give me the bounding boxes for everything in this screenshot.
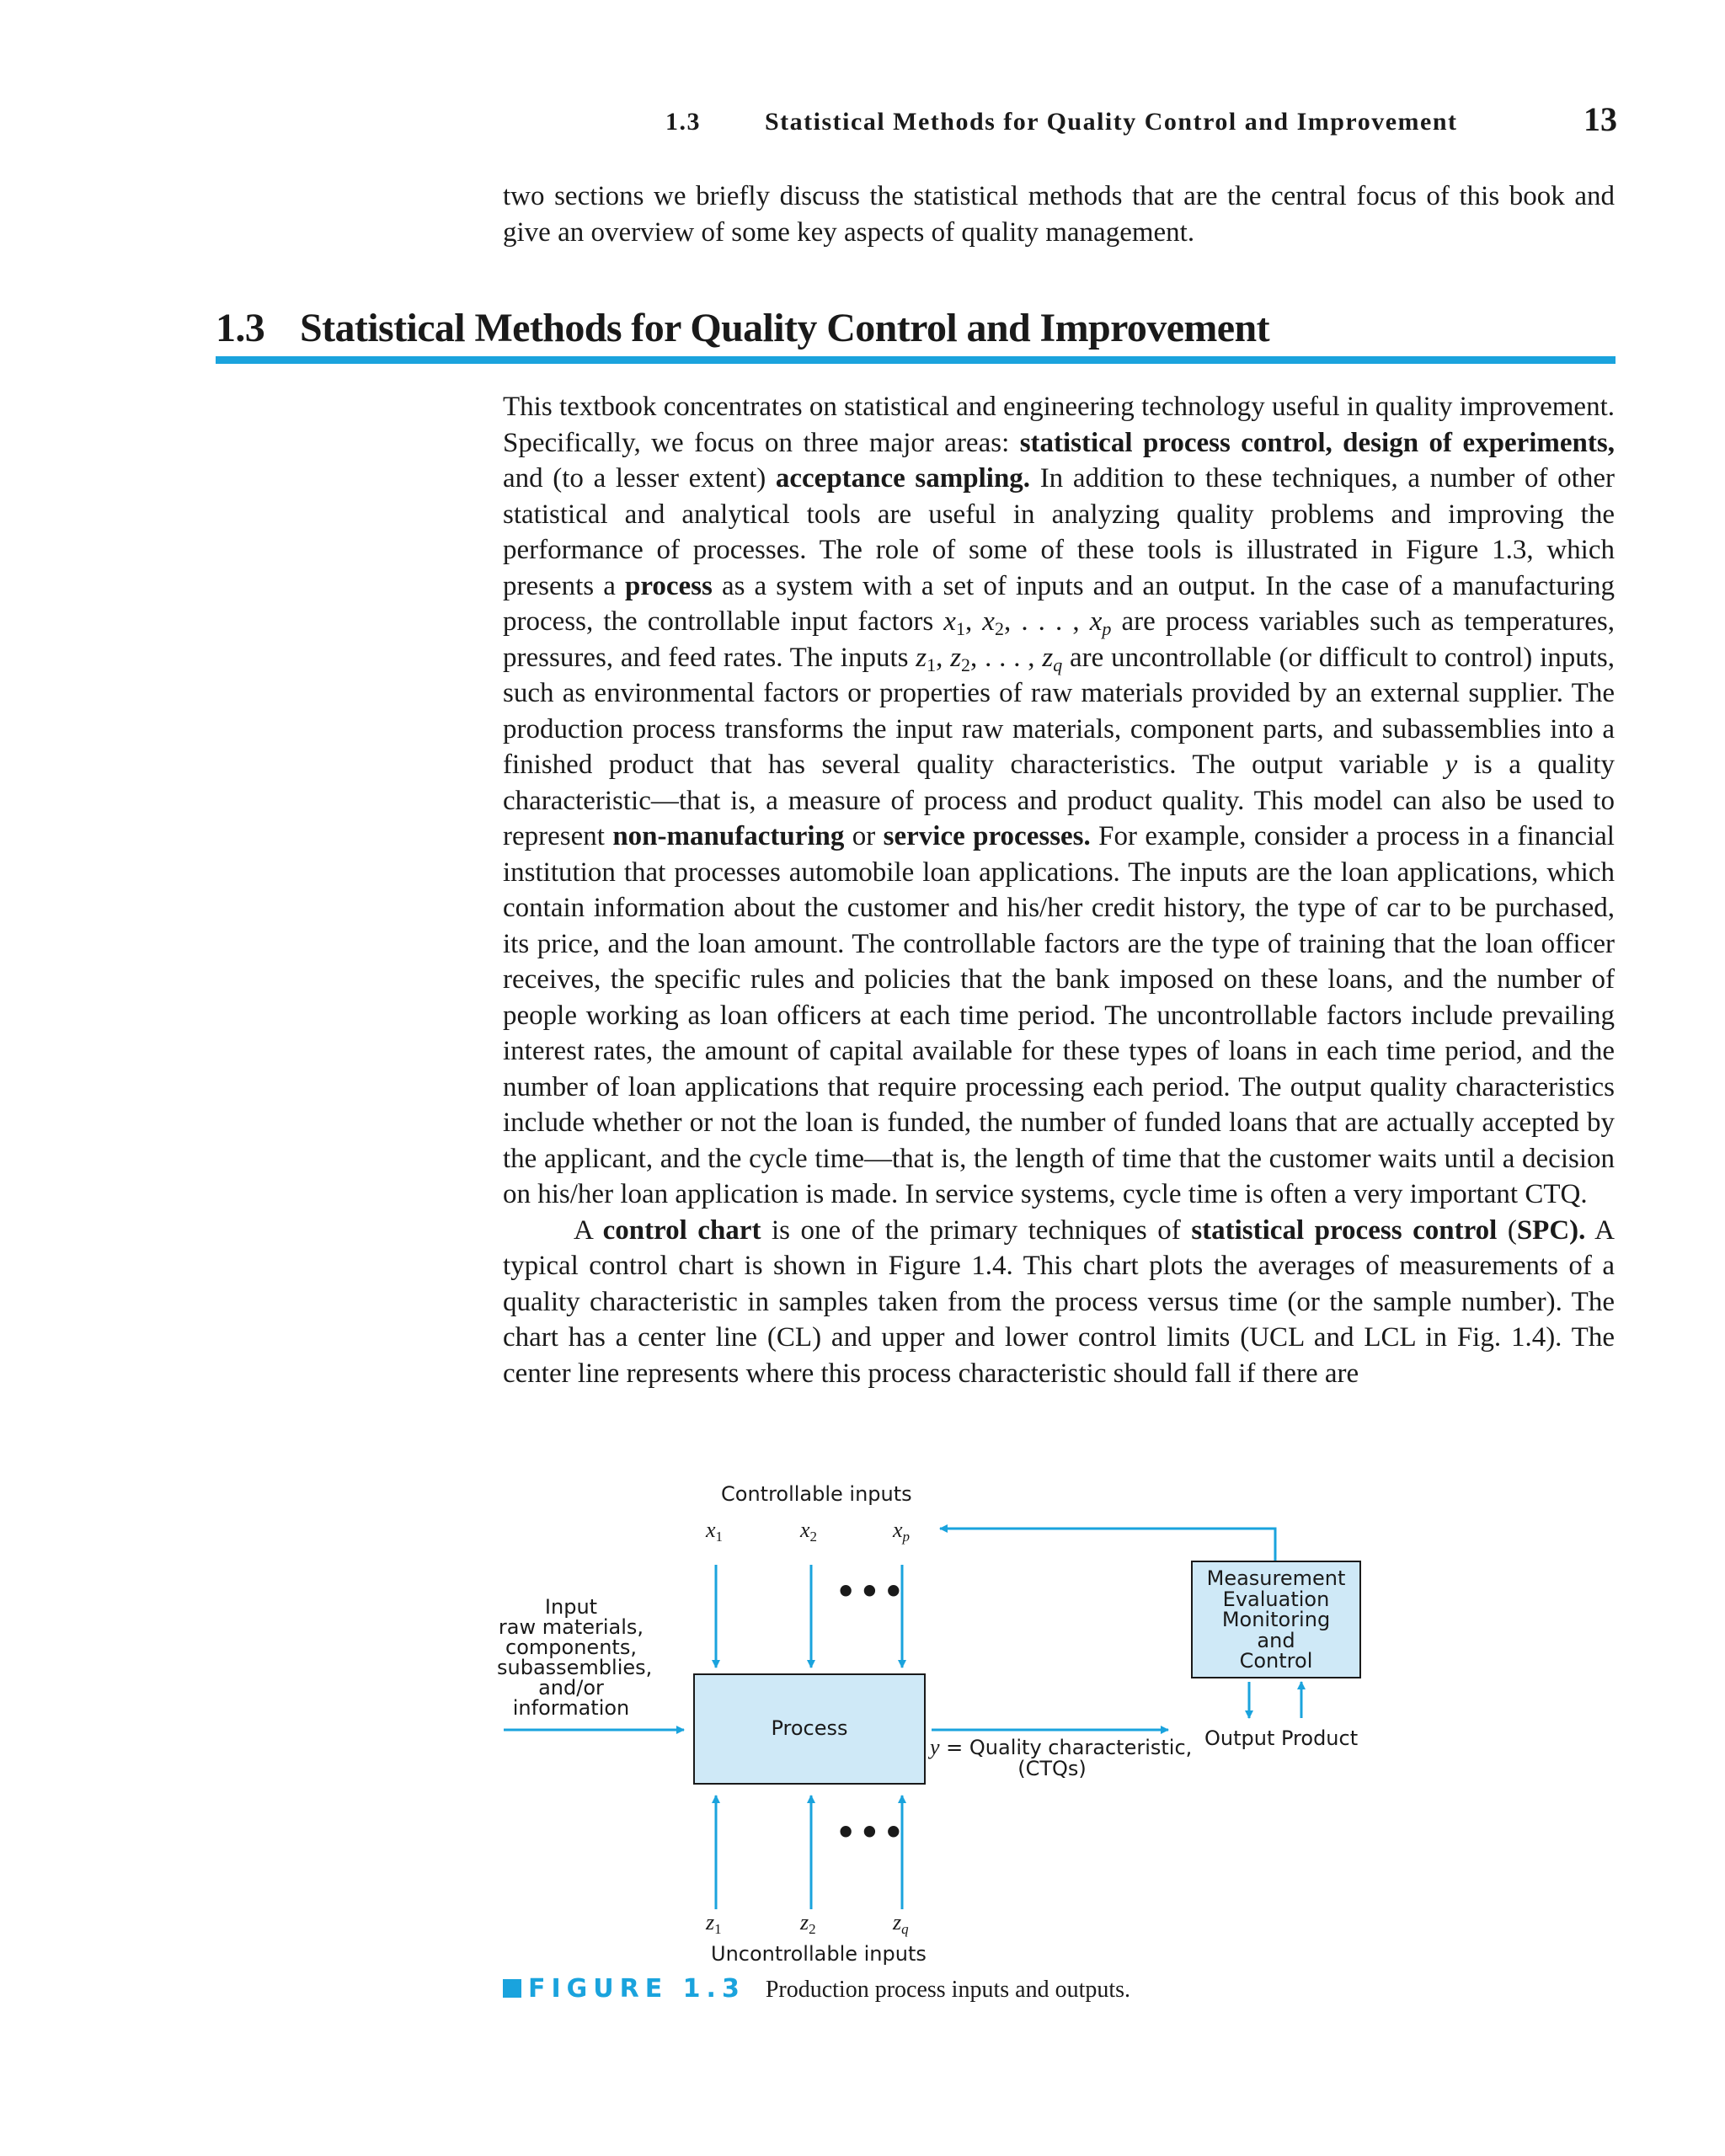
math-y: y (1445, 750, 1458, 780)
p1-text-4: as a system with a set of inputs and an output. In the case of a manufacturing process, the controllable input factors (503, 570, 1615, 637)
dots-bottom: ••• (836, 1814, 907, 1851)
paragraph-1 (503, 389, 1615, 1213)
figure-1-3 (497, 1482, 1390, 1979)
term-process: process (624, 570, 713, 601)
controllable-inputs-label: Controllable inputs (721, 1482, 912, 1506)
term-spc: SPC). (1516, 1214, 1586, 1246)
p2-text-2: is one of the primary techniques of (761, 1214, 1192, 1246)
p1-text-8: or (844, 821, 884, 851)
paragraph-2 (503, 1213, 1615, 1392)
var-zq: $z_q$ (893, 1910, 909, 1937)
section-title: Statistical Methods for Quality Control and Improvement (300, 306, 1269, 350)
section-number: 1.3 (216, 306, 265, 350)
measurement-label: Measurement Evaluation Monitoring and Control (1206, 1566, 1346, 1673)
p1-text-5: are process variables such as temperatures, pressures, and feed rates. The inputs (503, 606, 1616, 673)
arrow-feedback (940, 1529, 1275, 1562)
var-z1: $z_1$ (706, 1910, 722, 1937)
figure-number: FIGURE 1.3 (528, 1974, 745, 2004)
p1-text-1: This textbook concentrates on statistical and engineering technology useful in quality improvement. Specifically, we focus on three major areas: (503, 392, 1615, 458)
uncontrollable-inputs-label: Uncontrollable inputs (711, 1942, 927, 1966)
var-x2: $x_2$ (800, 1518, 818, 1545)
var-x1: $x_1$ (706, 1518, 724, 1545)
figure-caption (503, 1974, 1130, 2004)
running-head-section: 1.3 (665, 108, 701, 136)
p1-text-7: is a quality characteristic—that is, a measure of process and product quality. This model can also be used to represent (503, 750, 1616, 851)
p1-text-6: are uncontrollable (or difficult to control) inputs, such as environmental factors or properties of raw materials provided by an external supplier. The production process transforms the input raw materials, component parts, and subassemblies into a finished product that has several quality characteristics. The output variable (503, 642, 1615, 780)
term-acceptance-sampling: acceptance sampling. (775, 463, 1031, 494)
term-non-manufacturing: non-manufacturing (612, 821, 845, 851)
term-spc-doe: statistical process control, design of experiments, (1019, 427, 1615, 458)
caption-text: Production process inputs and outputs. (765, 1977, 1131, 2003)
dots-top: ••• (836, 1573, 907, 1610)
p1-text-2: and (to a lesser extent) (503, 463, 776, 494)
p2-text-3: ( (1497, 1214, 1517, 1246)
p1-text-3: In addition to these techniques, a number of other statistical and analytical tools are useful in analyzing quality problems and improving the performance of processes. The role of some of these tools is illustrated in Figure 1.3, which presents a (503, 463, 1615, 601)
quality-characteristic-label: y = Quality characteristic, (CTQs) (930, 1735, 1193, 1780)
var-z2: $z_2$ (800, 1910, 816, 1937)
output-product-label: Output Product (1204, 1726, 1359, 1750)
term-statistical-process-control: statistical process control (1191, 1214, 1498, 1246)
math-x-list: $x_1$, $x_2$, . . . , $x_p$ (943, 606, 1112, 639)
term-control-chart: control chart (602, 1214, 761, 1246)
intro-paragraph: two sections we briefly discuss the statistical methods that are the central focus of this book and give an overview of some key aspects of quality management. (503, 181, 1615, 248)
section-heading (216, 305, 1269, 351)
p2-text-1: A (574, 1214, 603, 1246)
term-service-processes: service processes. (883, 821, 1091, 851)
main-text (503, 389, 1615, 1391)
p1-text-9: For example, consider a process in a financial institution that processes automobile loan applications. The inputs are the loan applications, which contain information about the customer and his/her credit history, the type of car to be purchased, its price, and the loan amount. The controllable factors are the type of training that the loan officer receives, the specific rules and policies that the bank imposed on these loans, and the number of people working as loan officers at each time period. The uncontrollable factors include prevailing interest rates, the amount of capital available for these types of loans in each time period, and the number of loan applications that require processing each period. The output quality characteristics include whether or not the loan is funded, the number of funded loans that are actually accepted by the applicant, and the cycle time—that is, the length of time that the customer waits until a decision on his/her loan application is made. In service systems, cycle time is often a very important CTQ. (503, 821, 1615, 1209)
process-label: Process (771, 1716, 848, 1740)
input-raw-materials-label: Input raw materials, components, subassemblies, and/or information (497, 1595, 653, 1720)
caption-marker-square (503, 1979, 521, 1998)
math-z-list: $z_1$, $z_2$, . . . , $z_q$ (916, 642, 1063, 675)
section-rule (216, 356, 1616, 364)
page-number: 13 (1583, 100, 1617, 138)
var-xp: $x_p$ (893, 1518, 911, 1545)
running-head-title: Statistical Methods for Quality Control and Improvement (765, 108, 1458, 136)
p2-text-4: A typical control chart is shown in Figure 1.4. This chart plots the averages of measurements of a quality characteristic in samples taken from the process versus time (or the sample number). The chart has a center line (CL) and upper and lower control limits (UCL and LCL in Fig. 1.4). The center line represents where this process characteristic should fall if there are (503, 1214, 1615, 1389)
